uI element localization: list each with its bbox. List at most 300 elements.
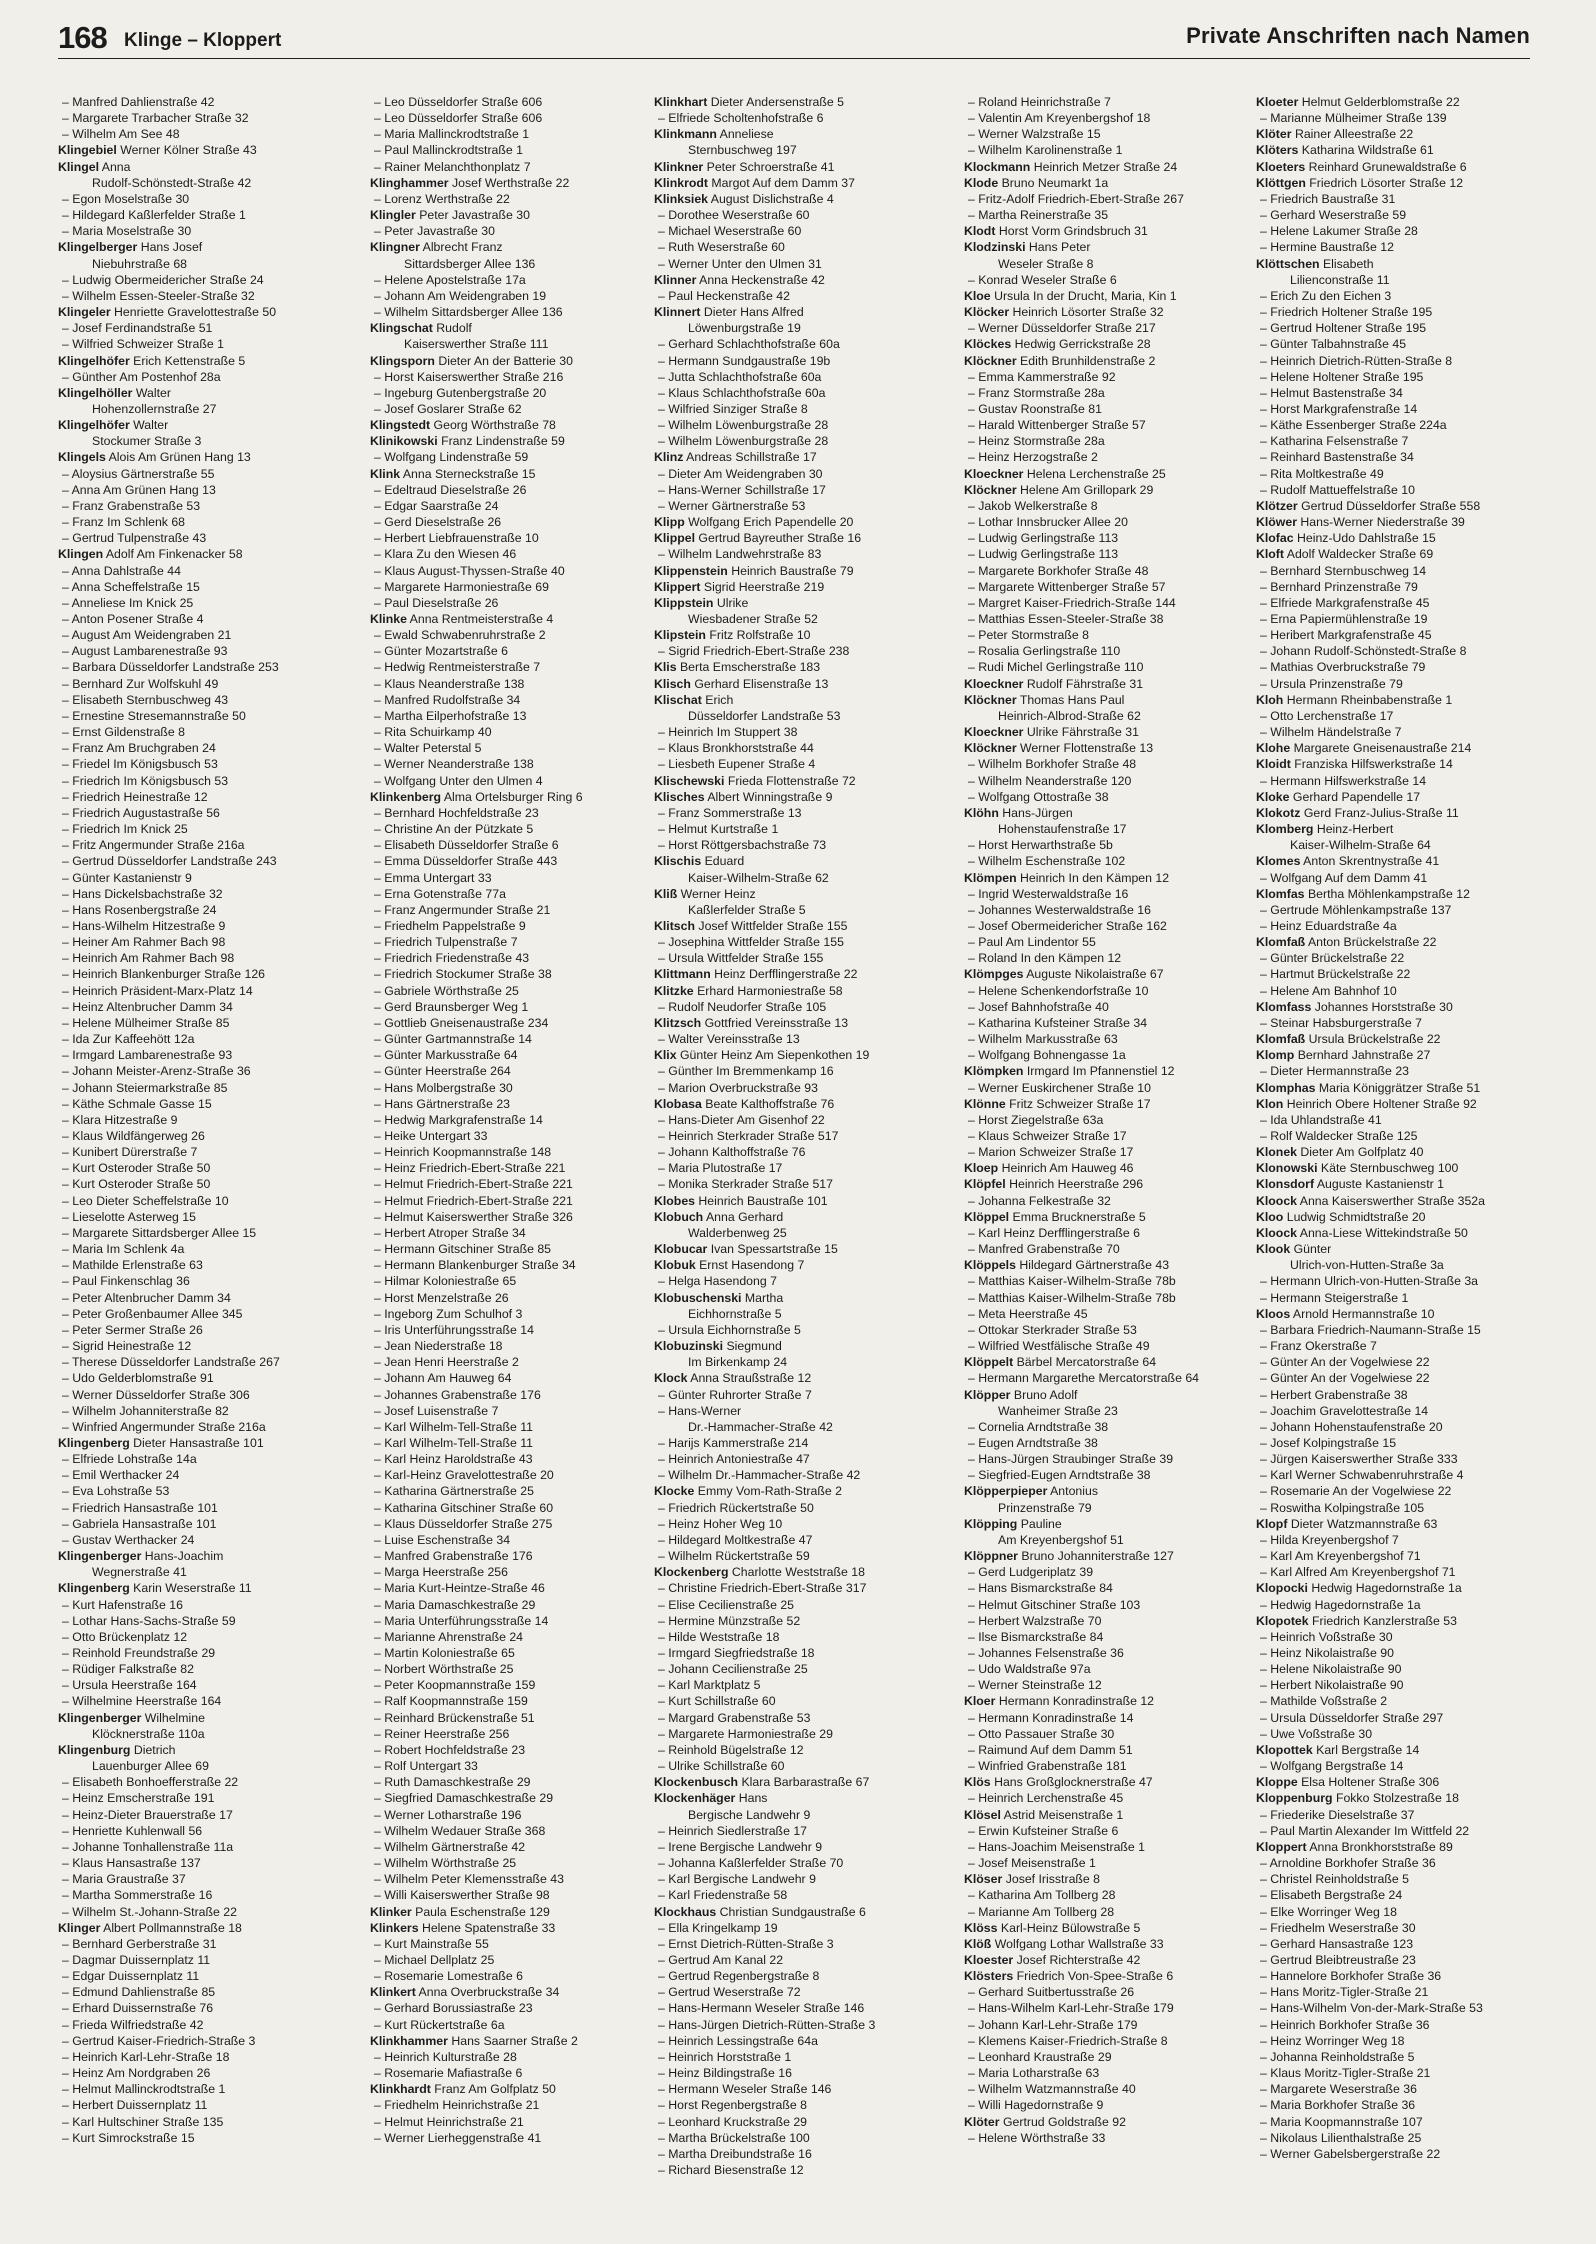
entry-text: – Bernhard Zur Wolfskuhl 49 — [62, 676, 219, 691]
entry-text: Sternbuschweg 197 — [688, 143, 797, 158]
household-member-entry — [1256, 433, 1548, 449]
entry-text: Fritz Schweizer Straße 17 — [1009, 1096, 1151, 1111]
entry-text: – Josephina Wittfelder Straße 155 — [658, 935, 844, 950]
entry-text: – Wilhelm Essen-Steeler-Straße 32 — [62, 288, 255, 303]
entry-text: Albrecht Franz — [422, 240, 503, 255]
household-member-entry — [1256, 983, 1548, 999]
household-member-entry — [58, 1160, 350, 1176]
entry-text: – Johann Rudolf-Schönstedt-Straße 8 — [1260, 644, 1467, 659]
household-member-entry — [58, 740, 350, 756]
entry-text: – Katharina Am Tollberg 28 — [968, 1888, 1116, 1903]
entry-text: – Maria Mallinckrodtstraße 1 — [374, 127, 530, 142]
household-member-entry — [654, 1952, 946, 1968]
household-member-entry — [58, 1209, 350, 1225]
entry-text: – August Am Weidengraben 21 — [62, 628, 232, 643]
entry-text: Karl Bergstraße 14 — [1316, 1742, 1420, 1757]
surname-entry — [654, 449, 946, 465]
household-member-entry — [370, 708, 662, 724]
surname: Klobuschenski — [654, 1290, 742, 1305]
household-member-entry — [654, 1887, 946, 1903]
surname-entry — [370, 353, 662, 369]
household-member-entry — [58, 643, 350, 659]
entry-text: – Udo Gelderblomstraße 91 — [62, 1371, 214, 1386]
household-member-entry — [58, 1387, 350, 1403]
entry-text: – Wilhelm Watzmannstraße 40 — [968, 2082, 1136, 2097]
household-member-entry — [370, 2097, 662, 2113]
surname: Klöpfel — [964, 1177, 1006, 1192]
household-member-entry — [1256, 1435, 1548, 1451]
household-member-entry — [58, 1193, 350, 1209]
entry-text: – Hans Dickelsbachstraße 32 — [62, 886, 223, 901]
entry-text: – Franz Grabenstraße 53 — [62, 498, 201, 513]
entry-text: – Christel Reinholdstraße 5 — [1260, 1872, 1409, 1887]
household-member-entry — [370, 1370, 662, 1386]
entry-text: Gertrud Bayreuther Straße 16 — [698, 531, 862, 546]
entry-text: Klöcknerstraße 110a — [92, 1726, 205, 1741]
entry-text: – Johann Am Hauweg 64 — [374, 1371, 512, 1386]
entry-text: Anna Gerhard — [705, 1209, 784, 1224]
entry-text: Irmgard Im Pfannenstiel 12 — [1026, 1064, 1175, 1079]
household-member-entry — [964, 1839, 1256, 1855]
surname: Kloidt — [1256, 757, 1291, 772]
household-member-entry — [370, 1936, 662, 1952]
household-member-entry — [58, 934, 350, 950]
entry-text: – Elisabeth Sternbuschweg 43 — [62, 692, 229, 707]
entry-text: – Heinrich Am Rahmer Bach 98 — [62, 951, 235, 966]
surname-entry — [1256, 1080, 1548, 1096]
entry-text: – Kunibert Dürerstraße 7 — [62, 1145, 198, 1160]
entry-text: Gerd Franz-Julius-Straße 11 — [1303, 805, 1459, 820]
entry-text: – Hans-Werner Schillstraße 17 — [658, 482, 826, 497]
household-member-entry — [370, 999, 662, 1015]
entry-text: – Klaus Neanderstraße 138 — [374, 676, 525, 691]
surname: Kloeckner — [964, 725, 1024, 740]
address-continuation — [58, 401, 350, 417]
surname: Klinkers — [370, 1920, 419, 1935]
surname: Klömpen — [964, 870, 1017, 885]
entry-text: – Rolf Untergart 33 — [374, 1759, 478, 1774]
entry-text: – Heinz Nikolaistraße 90 — [1260, 1646, 1394, 1660]
household-member-entry — [370, 288, 662, 304]
entry-text: – Johann Am Weidengraben 19 — [374, 288, 547, 303]
surname-entry — [654, 1904, 946, 1920]
entry-text: Niebuhrstraße 68 — [92, 256, 188, 271]
entry-text: – Karl Bergische Landwehr 9 — [658, 1872, 816, 1887]
household-member-entry — [58, 207, 350, 223]
household-member-entry — [654, 643, 946, 659]
entry-text: – Edgar Saarstraße 24 — [374, 498, 499, 513]
entry-text: – Ludwig Gerlingstraße 113 — [968, 531, 1119, 546]
entry-text: – Bernhard Prinzenstraße 79 — [1260, 579, 1418, 594]
entry-text: – Johann Karl-Lehr-Straße 179 — [968, 2017, 1138, 2032]
household-member-entry — [370, 142, 662, 158]
entry-text: – Ursula Wittfelder Straße 155 — [658, 951, 824, 966]
household-member-entry — [964, 514, 1256, 530]
household-member-entry — [964, 385, 1256, 401]
household-member-entry — [370, 2017, 662, 2033]
surname: Klinikowski — [370, 434, 438, 449]
surname-entry — [370, 1984, 662, 2000]
entry-text: Ernst Hasendong 7 — [699, 1258, 805, 1273]
entry-text: Johannes Horststraße 30 — [1314, 999, 1453, 1014]
entry-text: Heinrich Baustraße 101 — [698, 1193, 828, 1208]
entry-text: – Werner Walzstraße 15 — [968, 127, 1101, 142]
household-member-entry — [370, 1403, 662, 1419]
entry-text: – Fritz-Adolf Friedrich-Ebert-Straße 267 — [968, 191, 1184, 206]
household-member-entry — [964, 1790, 1256, 1806]
address-continuation — [964, 1403, 1256, 1419]
household-member-entry — [964, 1225, 1256, 1241]
entry-text: – Klaus Wildfängerweg 26 — [62, 1129, 205, 1143]
entry-text: – Heinz Altenbrucher Damm 34 — [62, 999, 233, 1014]
household-member-entry — [1256, 950, 1548, 966]
household-member-entry — [370, 627, 662, 643]
address-continuation — [654, 708, 946, 724]
entry-text: Löwenburgstraße 19 — [688, 321, 801, 336]
entry-text: Erich — [705, 692, 734, 707]
address-continuation — [654, 1354, 946, 1370]
surname-entry — [654, 126, 946, 142]
household-member-entry — [654, 1758, 946, 1774]
entry-text: – Reinhold Freundstraße 29 — [62, 1646, 216, 1660]
household-member-entry — [370, 1613, 662, 1629]
entry-text: Stockumer Straße 3 — [92, 434, 202, 449]
household-member-entry — [370, 1742, 662, 1758]
household-member-entry — [654, 1693, 946, 1709]
entry-text: – Gertrud Kaiser-Friedrich-Straße 3 — [62, 2033, 256, 2048]
household-member-entry — [58, 789, 350, 805]
entry-text: – Hans Rosenbergstraße 24 — [62, 902, 217, 917]
entry-text: – Cornelia Arndtstraße 38 — [968, 1419, 1109, 1434]
entry-text: – Paul Heckenstraße 42 — [658, 288, 790, 303]
entry-text: – Johann Hohenstaufenstraße 20 — [1260, 1419, 1443, 1434]
surname: Klobuch — [654, 1209, 704, 1224]
surname-entry — [1256, 546, 1548, 562]
surname-entry — [964, 288, 1256, 304]
entry-text: – Walter Vereinsstraße 13 — [658, 1032, 800, 1047]
entry-text: Bruno Neumarkt 1a — [1001, 175, 1109, 190]
entry-text: – Horst Markgrafenstraße 14 — [1260, 401, 1418, 416]
household-member-entry — [58, 2081, 350, 2097]
entry-text: – Hermann Margarethe Mercatorstraße 64 — [968, 1371, 1200, 1386]
surname: Klösters — [964, 1969, 1014, 1984]
entry-text: Astrid Meisenstraße 1 — [1003, 1807, 1124, 1822]
household-member-entry — [964, 1613, 1256, 1629]
household-member-entry — [58, 1984, 350, 2000]
entry-text: – Ella Kringelkamp 19 — [658, 1920, 778, 1935]
surname-entry — [58, 417, 350, 433]
surname: Klippert — [654, 579, 701, 594]
surname-entry — [1256, 1774, 1548, 1790]
entry-text: Katharina Wildstraße 61 — [1301, 143, 1434, 158]
household-member-entry — [964, 611, 1256, 627]
entry-text: – Hermann Gitschiner Straße 85 — [374, 1242, 552, 1257]
entry-text: – Werner Steinstraße 12 — [968, 1678, 1102, 1693]
entry-text: – Martha Dreibundstraße 16 — [658, 2146, 812, 2161]
entry-text: Gerhard Papendelle 17 — [1292, 789, 1421, 804]
entry-text: – Paul Dieselstraße 26 — [374, 595, 499, 610]
household-member-entry — [654, 1435, 946, 1451]
surname-entry — [654, 1483, 946, 1499]
household-member-entry — [654, 239, 946, 255]
entry-text: – Josef Obermeidericher Straße 162 — [968, 918, 1167, 933]
surname: Klönne — [964, 1096, 1006, 1111]
surname-entry — [58, 449, 350, 465]
household-member-entry — [654, 2097, 946, 2113]
entry-text: – Helmut Friedrich-Ebert-Straße 221 — [374, 1193, 573, 1208]
household-member-entry — [1256, 1887, 1548, 1903]
entry-text: – Edeltraud Dieselstraße 26 — [374, 482, 527, 497]
entry-text: – Hans-Wilhelm Von-der-Mark-Straße 53 — [1260, 2001, 1483, 2016]
entry-text: – Konrad Weseler Straße 6 — [968, 272, 1117, 287]
entry-text: – Klaus August-Thyssen-Straße 40 — [374, 563, 565, 578]
household-member-entry — [58, 1936, 350, 1952]
surname-entry — [654, 579, 946, 595]
household-member-entry — [370, 2114, 662, 2130]
surname-entry — [58, 159, 350, 175]
entry-text: – Franz Im Schlenk 68 — [62, 515, 186, 530]
entry-text: Margarete Gneisenaustraße 214 — [1293, 741, 1472, 756]
entry-text: – Paul Finkenschlag 36 — [62, 1274, 190, 1289]
entry-text: Walter — [133, 418, 169, 433]
entry-text: – Gerhard Borussiastraße 23 — [374, 2001, 533, 2016]
entry-text: – Martin Koloniestraße 65 — [374, 1646, 515, 1660]
entry-text: – Erna Gotenstraße 77a — [374, 886, 506, 901]
entry-text: – Heinz Worringer Weg 18 — [1260, 2033, 1405, 2048]
surname: Klingelhöller — [58, 385, 133, 400]
entry-text: – Wilhelm Am See 48 — [62, 127, 180, 142]
entry-text: – Sigrid Heinestraße 12 — [62, 1339, 192, 1354]
household-member-entry — [964, 579, 1256, 595]
surname-entry — [1256, 142, 1548, 158]
surname: Kliß — [654, 886, 678, 901]
surname: Klofac — [1256, 531, 1294, 546]
entry-text: – Katharina Gärtnerstraße 25 — [374, 1484, 534, 1499]
entry-text: – Manfred Dahlienstraße 42 — [62, 95, 215, 109]
surname-entry — [1256, 740, 1548, 756]
surname-entry — [1256, 999, 1548, 1015]
surname: Klook — [1256, 1242, 1291, 1257]
household-member-entry — [58, 288, 350, 304]
entry-text: Hermann Rheinbabenstraße 1 — [1286, 692, 1453, 707]
entry-text: Dieter Andersenstraße 5 — [710, 95, 845, 109]
household-member-entry — [370, 530, 662, 546]
entry-text: – Heinrich Horststraße 1 — [658, 2049, 792, 2064]
household-member-entry — [964, 1322, 1256, 1338]
household-member-entry — [964, 546, 1256, 562]
entry-text: Kaßlerfelder Straße 5 — [688, 902, 806, 917]
surname-entry — [964, 1160, 1256, 1176]
entry-text: Albert Pollmannstraße 18 — [103, 1920, 242, 1935]
entry-text: Karin Weserstraße 11 — [133, 1581, 252, 1596]
surname-entry — [1256, 821, 1548, 837]
entry-text: – Irene Bergische Landwehr 9 — [658, 1839, 823, 1854]
surname: Klingner — [370, 240, 420, 255]
household-member-entry — [964, 401, 1256, 417]
household-member-entry — [654, 466, 946, 482]
entry-text: – Heinrich Dietrich-Rütten-Straße 8 — [1260, 353, 1453, 368]
household-member-entry — [58, 853, 350, 869]
address-continuation — [964, 708, 1256, 724]
entry-text: Heinz Derfflingerstraße 22 — [714, 967, 858, 982]
entry-text: – Wilhelm Neanderstraße 120 — [968, 773, 1132, 788]
surname-entry — [964, 1516, 1256, 1532]
entry-text: – Harijs Kammerstraße 214 — [658, 1435, 809, 1450]
household-member-entry — [1256, 1693, 1548, 1709]
entry-text: – Erhard Duissernstraße 76 — [62, 2001, 214, 2016]
surname: Kloh — [1256, 692, 1284, 707]
surname: Klockenhäger — [654, 1791, 736, 1806]
household-member-entry — [1256, 2033, 1548, 2049]
household-member-entry — [58, 1080, 350, 1096]
household-member-entry — [1256, 320, 1548, 336]
household-member-entry — [1256, 643, 1548, 659]
entry-text: Emma Brucknerstraße 5 — [1012, 1209, 1146, 1224]
surname-entry — [1256, 1096, 1548, 1112]
household-member-entry — [1256, 1063, 1548, 1079]
household-member-entry — [58, 837, 350, 853]
surname-entry — [370, 1920, 662, 1936]
surname-entry — [964, 1483, 1256, 1499]
surname-entry — [654, 159, 946, 175]
entry-text: – Ewald Schwabenruhrstraße 2 — [374, 628, 546, 643]
household-member-entry — [1256, 1387, 1548, 1403]
household-member-entry — [1256, 223, 1548, 239]
surname: Klingenberger — [58, 1549, 142, 1564]
household-member-entry — [1256, 417, 1548, 433]
entry-text: Thomas Hans Paul — [1019, 692, 1125, 707]
surname-entry — [964, 159, 1256, 175]
address-continuation — [964, 821, 1256, 837]
entry-text: – Peter Javastraße 30 — [374, 224, 495, 239]
entry-text: – Elisabeth Bergstraße 24 — [1260, 1888, 1403, 1903]
surname: Klocke — [654, 1484, 695, 1499]
entry-text: Pauline — [1020, 1516, 1062, 1531]
entry-text: Beate Kalthoffstraße 76 — [705, 1096, 835, 1111]
entry-text: Josef Werthstraße 22 — [452, 175, 570, 190]
entry-text: – Günter An der Vogelwiese 22 — [1260, 1355, 1430, 1370]
entry-text: – Heiner Am Rahmer Bach 98 — [62, 935, 226, 950]
entry-text: Günter — [1293, 1242, 1332, 1257]
entry-text: Lauenburger Allee 69 — [92, 1759, 209, 1774]
surname: Klinkmann — [654, 127, 717, 142]
household-member-entry — [1256, 2097, 1548, 2113]
household-member-entry — [370, 1532, 662, 1548]
entry-text: Heinrich Metzer Straße 24 — [1033, 159, 1178, 174]
entry-text: Wilhelmine — [144, 1710, 205, 1725]
surname-entry — [1256, 756, 1548, 772]
entry-text: – Peter Großenbaumer Allee 345 — [62, 1306, 243, 1321]
entry-text: – Margarete Trarbacher Straße 32 — [62, 111, 249, 126]
surname-entry — [1256, 498, 1548, 514]
entry-text: – Anneliese Im Knick 25 — [62, 595, 194, 610]
household-member-entry — [1256, 369, 1548, 385]
entry-text: Anna-Liese Wittekindstraße 50 — [1299, 1225, 1468, 1240]
surname: Klöttgen — [1256, 175, 1306, 190]
address-continuation — [370, 336, 662, 352]
entry-text: Rainer Alleestraße 22 — [1294, 127, 1414, 142]
household-member-entry — [58, 1968, 350, 1984]
household-member-entry — [370, 1661, 662, 1677]
household-member-entry — [964, 1306, 1256, 1322]
household-member-entry — [654, 207, 946, 223]
entry-text: – Mathilde Erlenstraße 63 — [62, 1258, 203, 1273]
surname: Klinkrodt — [654, 175, 708, 190]
household-member-entry — [370, 1887, 662, 1903]
surname: Klöser — [964, 1872, 1003, 1887]
household-member-entry — [58, 563, 350, 579]
household-member-entry — [654, 288, 946, 304]
entry-text: – Kurt Osteroder Straße 50 — [62, 1161, 211, 1176]
entry-text: Elisabeth — [1322, 256, 1374, 271]
entry-text: – Mathias Overbruckstraße 79 — [1260, 660, 1426, 675]
household-member-entry — [964, 2065, 1256, 2081]
entry-text: – Bernhard Gerberstraße 31 — [62, 1936, 217, 1951]
household-member-entry — [370, 1758, 662, 1774]
surname-entry — [654, 983, 946, 999]
household-member-entry — [1256, 304, 1548, 320]
surname: Klömpges — [964, 967, 1024, 982]
entry-text: – Ursula Prinzenstraße 79 — [1260, 676, 1403, 691]
household-member-entry — [654, 1532, 946, 1548]
household-member-entry — [58, 2097, 350, 2113]
household-member-entry — [370, 1597, 662, 1613]
entry-text: – Karl Am Kreyenbergshof 71 — [1260, 1549, 1421, 1564]
entry-text: – Marianne Ahrenstraße 24 — [374, 1629, 524, 1644]
entry-text: – Hans-Jürgen Straubinger Straße 39 — [968, 1452, 1174, 1467]
household-member-entry — [654, 1839, 946, 1855]
entry-text: Fokko Stolzestraße 18 — [1335, 1791, 1459, 1806]
entry-text: – Johannes Westerwaldstraße 16 — [968, 902, 1151, 917]
surname: Klockenberg — [654, 1565, 729, 1580]
household-member-entry — [370, 1031, 662, 1047]
entry-text: – Heinrich Lerchenstraße 45 — [968, 1791, 1124, 1806]
entry-text: Bruno Johanniterstraße 127 — [1021, 1549, 1174, 1564]
surname-entry — [964, 2114, 1256, 2130]
entry-text: – Anna Scheffelstraße 15 — [62, 579, 200, 594]
entry-text: – Johann Cecilienstraße 25 — [658, 1662, 808, 1677]
household-member-entry — [1256, 1920, 1548, 1936]
entry-text: – Gertrud Holtener Straße 195 — [1260, 321, 1427, 336]
entry-text: – Klaus Bronkhorststraße 44 — [658, 741, 814, 756]
entry-text: – Hermann Steigerstraße 1 — [1260, 1290, 1409, 1305]
household-member-entry — [1256, 1984, 1548, 2000]
household-member-entry — [964, 1290, 1256, 1306]
surname-entry — [1256, 1613, 1548, 1629]
household-member-entry — [964, 1726, 1256, 1742]
surname: Klinksiek — [654, 191, 708, 206]
entry-text: – Karl Wilhelm-Tell-Straße 11 — [374, 1435, 533, 1450]
surname-entry — [964, 482, 1256, 498]
household-member-entry — [58, 369, 350, 385]
entry-text: – Maria Moselstraße 30 — [62, 224, 192, 239]
household-member-entry — [370, 950, 662, 966]
household-member-entry — [964, 272, 1256, 288]
household-member-entry — [1256, 1564, 1548, 1580]
surname-entry — [964, 1693, 1256, 1709]
entry-text: Sigrid Heerstraße 219 — [703, 579, 825, 594]
surname: Klopf — [1256, 1516, 1288, 1531]
entry-text: – Sigrid Friedrich-Ebert-Straße 238 — [658, 644, 850, 659]
entry-text: – Marianne Am Tollberg 28 — [968, 1904, 1115, 1919]
surname: Klix — [654, 1048, 677, 1063]
household-member-entry — [964, 2130, 1256, 2146]
household-member-entry — [370, 1096, 662, 1112]
entry-text: – Klaus Schlachthofstraße 60a — [658, 385, 826, 400]
surname: Kloppenburg — [1256, 1791, 1333, 1806]
entry-text: Hans-Werner Niederstraße 39 — [1300, 515, 1465, 530]
surname-entry — [1256, 256, 1548, 272]
